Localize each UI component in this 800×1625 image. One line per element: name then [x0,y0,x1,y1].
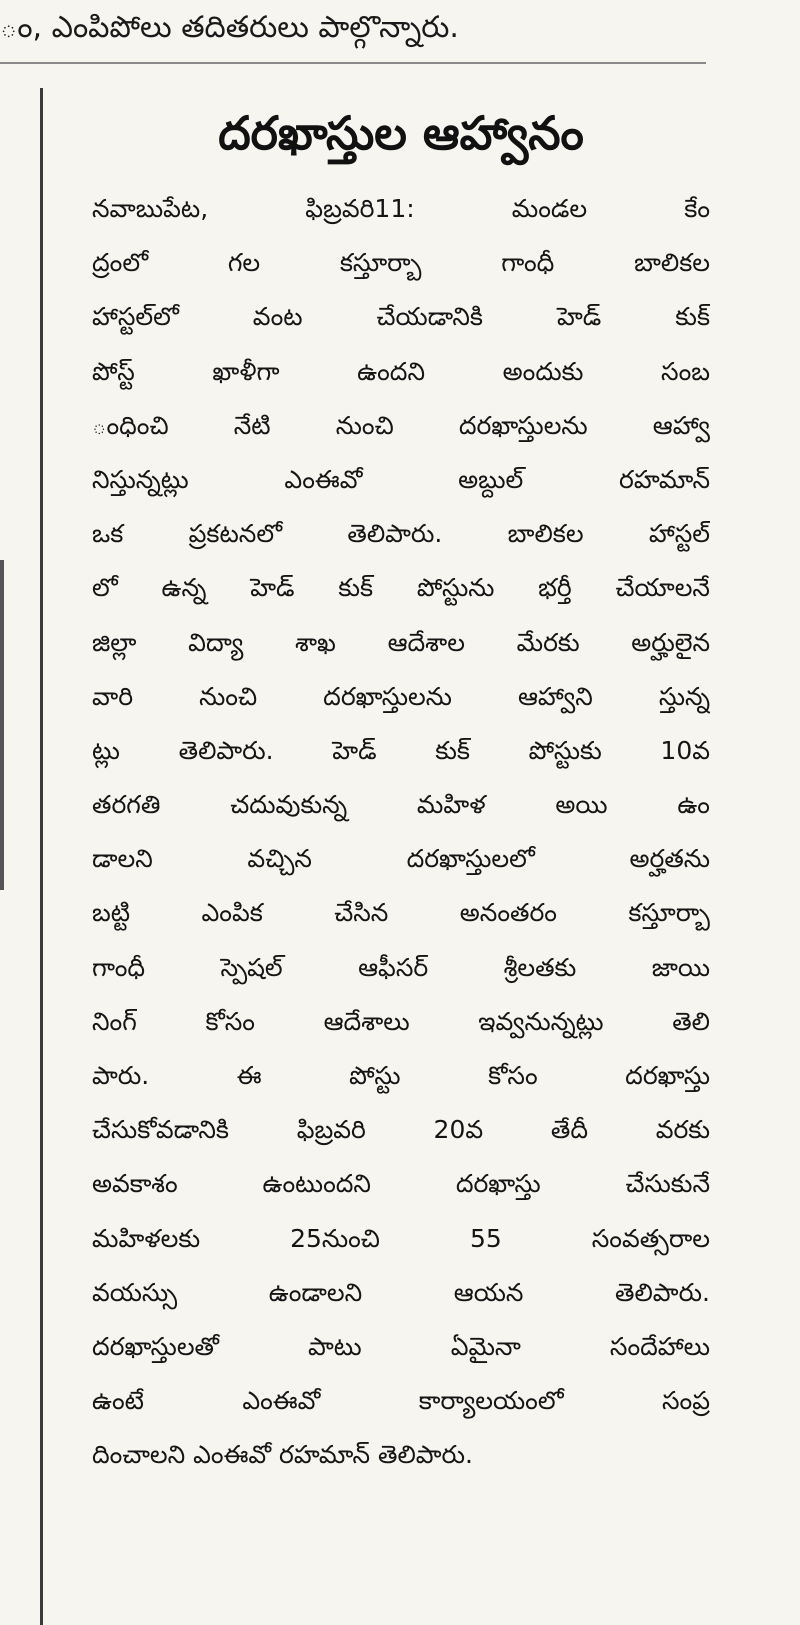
horizontal-divider [0,62,706,64]
body-line: చేసుకోవడానికి ఫిబ్రవరి 20వ తేదీ వరకు [92,1115,710,1145]
headline: దరఖాస్తుల ఆహ్వానం [218,106,584,160]
body-line: ఒక ప్రకటనలో తెలిపారు. బాలికల హాస్టల్ [92,519,710,549]
body-line: డాలని వచ్చిన దరఖాస్తులలో అర్హతను [92,844,710,874]
body-line: నవాబుపేట, ఫిబ్రవరి11: మండల కేం [92,194,710,223]
body-line: తరగతి చదువుకున్న మహిళ అయి ఉం [92,790,710,820]
body-line: జిల్లా విద్యా శాఖ ఆదేశాల మేరకు అర్హులైన [92,627,710,657]
body-line: మహిళలకు 25నుంచి 55 సంవత్సరాల [92,1223,710,1253]
column-divider [40,88,43,1625]
body-line: ంధించి నేటి నుంచి దరఖాస్తులను ఆహ్వా [92,410,710,440]
body-line: దరఖాస్తులతో పాటు ఏమైనా సందేహాలు [92,1331,710,1361]
body-line: లో ఉన్న హెడ్ కుక్ పోస్టును భర్తీ చేయాలనే [92,573,710,603]
body-line: పారు. ఈ పోస్టు కోసం దరఖాస్తు [92,1061,710,1090]
body-line: నిస్తున్నట్లు ఎంఈవో అబ్దుల్ రహమాన్ [92,464,710,494]
body-line: హాస్టల్‌లో వంట చేయడానికి హెడ్ కుక్ [92,302,710,332]
article-body [92,182,710,1483]
body-line: ఉంటే ఎంఈవో కార్యాలయంలో సంప్ర [92,1386,710,1416]
article [92,92,710,1483]
body-line: పోస్ట్ ఖాళీగా ఉందని అందుకు సంబ [92,356,710,386]
body-line: దించాలని ఎంఈవో రహమాన్ తెలిపారు. [92,1440,473,1470]
body-line: గాంధీ స్పెషల్ ఆఫీసర్ శ్రీలతకు జాయి [92,952,710,982]
body-line: వయస్సు ఉండాలని ఆయన తెలిపారు. [92,1277,710,1307]
body-line: బట్టి ఎంపిక చేసిన అనంతరం కస్తూర్బా [92,898,710,928]
previous-article-tail: ం, ఎంపిపోలు తదితరులు పాల్గొన్నారు. [0,10,459,45]
body-line: ట్లు తెలిపారు. హెడ్ కుక్ పోస్టుకు 10వ [92,735,710,765]
left-column-edge [0,560,4,890]
body-line: వారి నుంచి దరఖాస్తులను ఆహ్వాని స్తున్న [92,681,710,711]
body-line: ద్రంలో గల కస్తూర్బా గాంధీ బాలికల [92,248,710,278]
body-line: నింగ్ కోసం ఆదేశాలు ఇవ్వనున్నట్లు తెలి [92,1006,710,1036]
body-line: అవకాశం ఉంటుందని దరఖాస్తు చేసుకునే [92,1169,710,1199]
